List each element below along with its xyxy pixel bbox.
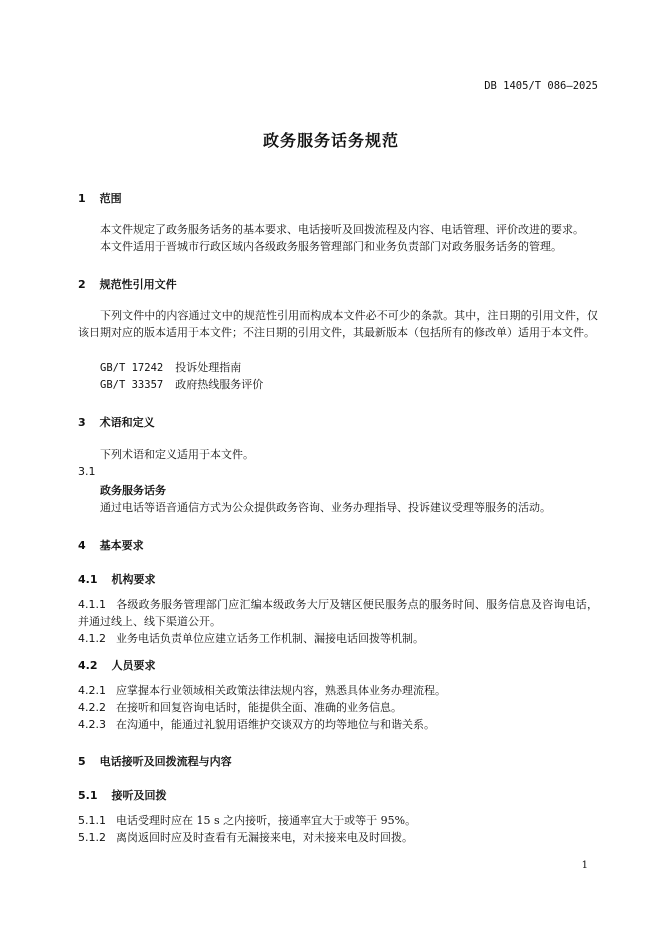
clause-4-2-1 [78,682,598,699]
clause-number: 4.1.2 [78,632,106,645]
reference-title: 投诉处理指南 [175,361,242,374]
paragraph: 本文件规定了政务服务话务的基本要求、电话接听及回拨流程及内容、电话管理、评价改进的要求。 [100,223,584,236]
term-number: 3.1 [78,465,96,478]
clause-text: 应掌握本行业领域相关政策法律法规内容，熟悉具体业务办理流程。 [116,684,446,697]
clause-4-1-1 [78,596,598,630]
subsection-title: 机构要求 [111,573,156,586]
subsection-title: 人员要求 [111,659,156,672]
subsection-5-1-heading [78,787,167,803]
normative-reference [100,376,263,394]
paragraph: 下列文件中的内容通过文中的规范性引用而构成本文件必不可少的条款。其中，注日期的引用文件，仅该日期对应的版本适用于本文件；不注日期的引用文件，其最新版本（包括所有的修改单）适用于本文件。 [78,309,598,339]
clause-5-1-1 [78,812,598,829]
clause-number: 5.1.2 [78,831,106,844]
section-1-heading [78,190,122,206]
section-title: 基本要求 [99,539,144,552]
section-title: 术语和定义 [99,416,155,429]
clause-text: 各级政务服务管理部门应汇编本级政务大厅及辖区便民服务点的服务时间、服务信息及咨询电话，并通过线上、线下渠道公开。 [78,598,598,628]
page-number: 1 [581,860,588,871]
section-3-heading [78,414,155,430]
term-name: 政务服务话务 [100,484,166,497]
section-number: 2 [78,278,86,291]
document-code: DB 1405/T 086—2025 [484,80,598,92]
section-title: 规范性引用文件 [99,278,177,291]
subsection-number: 4.2 [78,659,98,672]
clause-4-1-2 [78,630,598,647]
section-2-heading [78,276,177,292]
section-4-heading [78,537,144,553]
clause-text: 离岗返回时应及时查看有无漏接来电，对未接来电及时回拨。 [116,831,413,844]
reference-title: 政府热线服务评价 [175,378,264,391]
paragraph: 本文件适用于晋城市行政区域内各级政务服务管理部门和业务负责部门对政务服务话务的管理。 [100,240,562,253]
clause-4-2-2 [78,699,598,716]
normative-reference [100,359,241,377]
subsection-number: 5.1 [78,789,98,802]
clause-number: 4.2.3 [78,718,106,731]
section-number: 5 [78,755,86,768]
subsection-title: 接听及回拨 [111,789,167,802]
clause-text: 业务电话负责单位应建立话务工作机制、漏接电话回拨等机制。 [116,632,424,645]
section-title: 电话接听及回拨流程与内容 [99,755,232,768]
clause-5-1-2 [78,829,598,846]
clause-text: 在接听和回复咨询电话时，能提供全面、准确的业务信息。 [116,701,402,714]
section-title: 范围 [99,192,122,205]
clause-number: 4.2.1 [78,684,106,697]
clause-number: 4.2.2 [78,701,106,714]
clause-4-2-3 [78,716,598,733]
document-title: 政务服务话务规范 [262,131,399,150]
section-5-heading [78,753,232,769]
subsection-number: 4.1 [78,573,98,586]
clause-text: 在沟通中，能通过礼貌用语维护交谈双方的均等地位与和谐关系。 [116,718,435,731]
section-number: 4 [78,539,86,552]
subsection-4-1-heading [78,571,156,587]
clause-text: 电话受理时应在 15 s 之内接听，接通率宜大于或等于 95%。 [116,814,417,827]
reference-code: GB/T 33357 [100,379,164,391]
section-number: 3 [78,416,86,429]
clause-number: 4.1.1 [78,598,106,611]
paragraph: 下列术语和定义适用于本文件。 [100,448,254,461]
term-definition: 通过电话等语音通信方式为公众提供政务咨询、业务办理指导、投诉建议受理等服务的活动。 [100,501,551,514]
subsection-4-2-heading [78,657,156,673]
reference-code: GB/T 17242 [100,362,164,374]
section-number: 1 [78,192,86,205]
clause-number: 5.1.1 [78,814,106,827]
